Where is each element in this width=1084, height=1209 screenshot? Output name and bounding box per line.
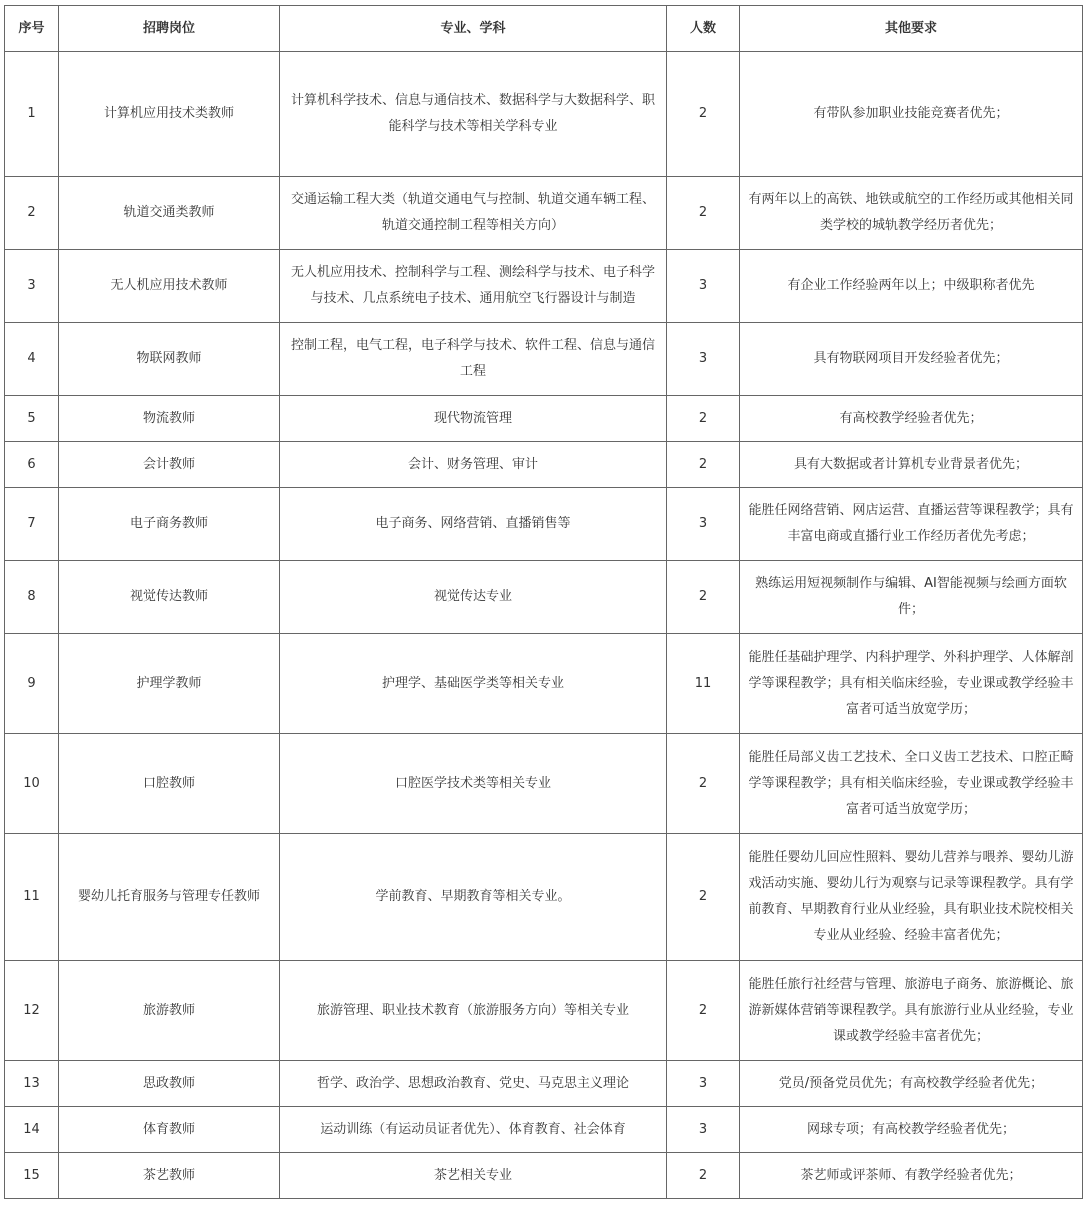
- cell-count: 2: [667, 442, 740, 488]
- table-row: [5, 52, 1083, 177]
- cell-requirements: 有企业工作经验两年以上；中级职称者优先: [740, 250, 1083, 323]
- cell-major: 学前教育、早期教育等相关专业。: [280, 834, 667, 961]
- cell-position: 护理学教师: [59, 634, 280, 734]
- cell-count: 2: [667, 734, 740, 834]
- cell-position: 物联网教师: [59, 323, 280, 396]
- cell-no: 2: [5, 177, 59, 250]
- table-row: [5, 1061, 1083, 1107]
- cell-position: 计算机应用技术类教师: [59, 52, 280, 177]
- table-row: [5, 1153, 1083, 1199]
- cell-major: 口腔医学技术类等相关专业: [280, 734, 667, 834]
- cell-major: 旅游管理、职业技术教育（旅游服务方向）等相关专业: [280, 961, 667, 1061]
- cell-major: 茶艺相关专业: [280, 1153, 667, 1199]
- cell-major: 护理学、基础医学类等相关专业: [280, 634, 667, 734]
- cell-major: 电子商务、网络营销、直播销售等: [280, 488, 667, 561]
- cell-count: 2: [667, 1153, 740, 1199]
- cell-no: 11: [5, 834, 59, 961]
- cell-position: 物流教师: [59, 396, 280, 442]
- cell-no: 8: [5, 561, 59, 634]
- cell-requirements: 有高校教学经验者优先；: [740, 396, 1083, 442]
- cell-position: 旅游教师: [59, 961, 280, 1061]
- table-row: [5, 1107, 1083, 1153]
- cell-count: 2: [667, 561, 740, 634]
- cell-count: 2: [667, 834, 740, 961]
- cell-requirements: 党员/预备党员优先；有高校教学经验者优先；: [740, 1061, 1083, 1107]
- cell-position: 茶艺教师: [59, 1153, 280, 1199]
- table-row: [5, 250, 1083, 323]
- cell-no: 1: [5, 52, 59, 177]
- cell-requirements: 能胜任局部义齿工艺技术、全口义齿工艺技术、口腔正畸学等课程教学；具有相关临床经验，专业课或教学经验丰富者可适当放宽学历；: [740, 734, 1083, 834]
- cell-count: 11: [667, 634, 740, 734]
- cell-position: 会计教师: [59, 442, 280, 488]
- cell-no: 12: [5, 961, 59, 1061]
- cell-major: 现代物流管理: [280, 396, 667, 442]
- cell-position: 轨道交通类教师: [59, 177, 280, 250]
- cell-position: 无人机应用技术教师: [59, 250, 280, 323]
- cell-requirements: 能胜任旅行社经营与管理、旅游电子商务、旅游概论、旅游新媒体营销等课程教学。具有旅游行业从业经验，专业课或教学经验丰富者优先；: [740, 961, 1083, 1061]
- cell-position: 思政教师: [59, 1061, 280, 1107]
- cell-no: 10: [5, 734, 59, 834]
- table-row: [5, 488, 1083, 561]
- recruitment-table: [4, 5, 1083, 1199]
- cell-count: 2: [667, 396, 740, 442]
- cell-requirements: 熟练运用短视频制作与编辑、AI智能视频与绘画方面软件；: [740, 561, 1083, 634]
- cell-count: 3: [667, 1107, 740, 1153]
- table-row: [5, 323, 1083, 396]
- cell-requirements: 能胜任婴幼儿回应性照料、婴幼儿营养与喂养、婴幼儿游戏活动实施、婴幼儿行为观察与记录等课程教学。具有学前教育、早期教育行业从业经验，具有职业技术院校相关专业从业经验、经验丰富者优先；: [740, 834, 1083, 961]
- header-major: 专业、学科: [280, 6, 667, 52]
- cell-major: 哲学、政治学、思想政治教育、党史、马克思主义理论: [280, 1061, 667, 1107]
- cell-no: 15: [5, 1153, 59, 1199]
- cell-position: 视觉传达教师: [59, 561, 280, 634]
- cell-position: 体育教师: [59, 1107, 280, 1153]
- cell-major: 运动训练（有运动员证者优先）、体育教育、社会体育: [280, 1107, 667, 1153]
- cell-requirements: 具有物联网项目开发经验者优先；: [740, 323, 1083, 396]
- cell-major: 交通运输工程大类（轨道交通电气与控制、轨道交通车辆工程、轨道交通控制工程等相关方向）: [280, 177, 667, 250]
- header-requirements: 其他要求: [740, 6, 1083, 52]
- table-header-row: [5, 6, 1083, 52]
- cell-major: 控制工程，电气工程，电子科学与技术、软件工程、信息与通信工程: [280, 323, 667, 396]
- cell-requirements: 有带队参加职业技能竞赛者优先；: [740, 52, 1083, 177]
- header-count: 人数: [667, 6, 740, 52]
- table-row: [5, 634, 1083, 734]
- cell-no: 5: [5, 396, 59, 442]
- header-no: 序号: [5, 6, 59, 52]
- cell-no: 9: [5, 634, 59, 734]
- cell-requirements: 有两年以上的高铁、地铁或航空的工作经历或其他相关同类学校的城轨教学经历者优先；: [740, 177, 1083, 250]
- cell-count: 2: [667, 177, 740, 250]
- cell-no: 13: [5, 1061, 59, 1107]
- cell-requirements: 能胜任基础护理学、内科护理学、外科护理学、人体解剖学等课程教学；具有相关临床经验，专业课或教学经验丰富者可适当放宽学历；: [740, 634, 1083, 734]
- cell-count: 2: [667, 961, 740, 1061]
- table-row: [5, 396, 1083, 442]
- cell-position: 电子商务教师: [59, 488, 280, 561]
- header-position: 招聘岗位: [59, 6, 280, 52]
- cell-major: 计算机科学技术、信息与通信技术、数据科学与大数据科学、职能科学与技术等相关学科专业: [280, 52, 667, 177]
- cell-requirements: 网球专项；有高校教学经验者优先；: [740, 1107, 1083, 1153]
- cell-count: 3: [667, 1061, 740, 1107]
- cell-requirements: 具有大数据或者计算机专业背景者优先；: [740, 442, 1083, 488]
- table-row: [5, 442, 1083, 488]
- cell-no: 14: [5, 1107, 59, 1153]
- cell-count: 3: [667, 488, 740, 561]
- table-row: [5, 734, 1083, 834]
- cell-no: 7: [5, 488, 59, 561]
- cell-count: 2: [667, 52, 740, 177]
- cell-no: 3: [5, 250, 59, 323]
- cell-major: 无人机应用技术、控制科学与工程、测绘科学与技术、电子科学与技术、几点系统电子技术、通用航空飞行器设计与制造: [280, 250, 667, 323]
- cell-count: 3: [667, 323, 740, 396]
- cell-requirements: 茶艺师或评茶师、有教学经验者优先；: [740, 1153, 1083, 1199]
- cell-requirements: 能胜任网络营销、网店运营、直播运营等课程教学；具有丰富电商或直播行业工作经历者优先考虑；: [740, 488, 1083, 561]
- cell-count: 3: [667, 250, 740, 323]
- cell-major: 会计、财务管理、审计: [280, 442, 667, 488]
- cell-position: 婴幼儿托育服务与管理专任教师: [59, 834, 280, 961]
- cell-major: 视觉传达专业: [280, 561, 667, 634]
- table-row: [5, 961, 1083, 1061]
- cell-position: 口腔教师: [59, 734, 280, 834]
- cell-no: 4: [5, 323, 59, 396]
- table-row: [5, 177, 1083, 250]
- table-row: [5, 561, 1083, 634]
- table-row: [5, 834, 1083, 961]
- cell-no: 6: [5, 442, 59, 488]
